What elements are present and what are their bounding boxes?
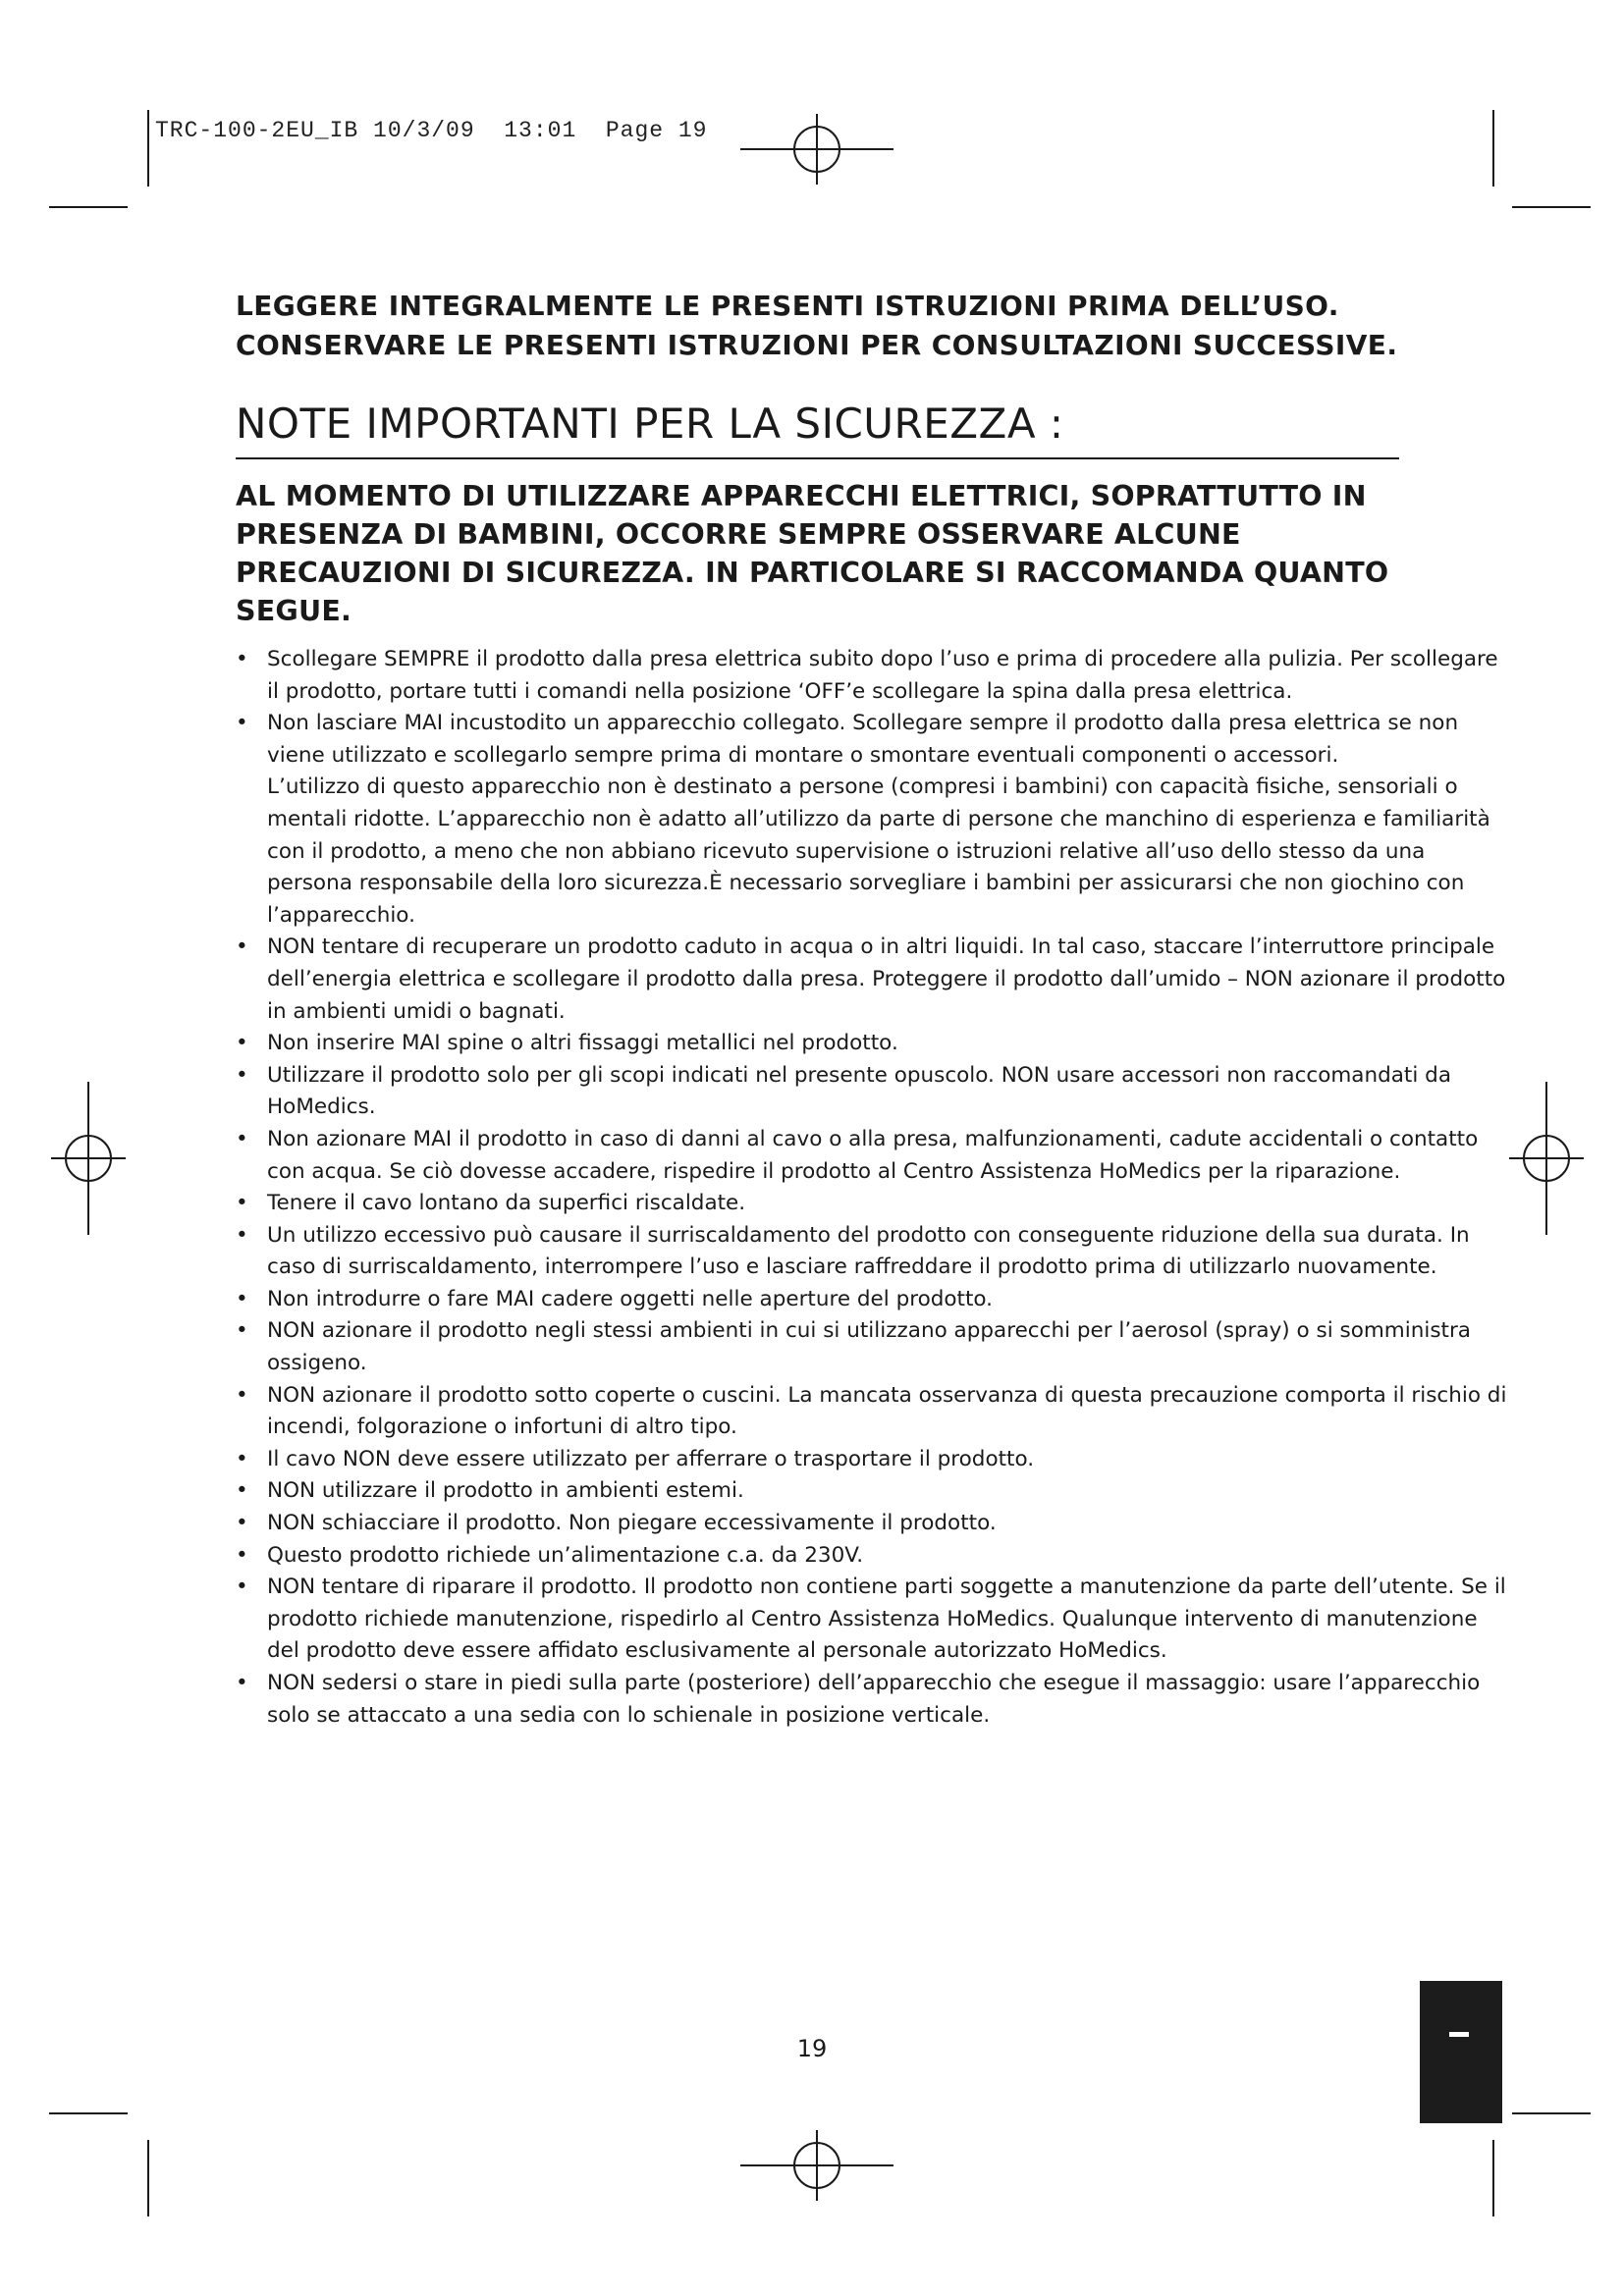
bullet-icon: • <box>236 647 248 671</box>
bullet-icon: • <box>236 934 248 960</box>
crop-mark-top-right-horizontal <box>1512 206 1591 208</box>
crop-mark-bottom-left-vertical <box>147 2140 149 2216</box>
crop-mark-bottom-right-vertical <box>1492 2140 1494 2216</box>
bullet-icon: • <box>236 1446 248 1471</box>
list-item: • Non azionare MAI il prodotto in caso di danni al cavo o alla presa, malfunzionamenti, cadute accidentali o contatto con acqua. Se ciò dovesse accadere, rispedire il prodotto al Centro Assistenza HoMedics per la riparazione. <box>236 1124 1512 1188</box>
list-item: • NON tentare di recuperare un prodotto caduto in acqua o in altri liquidi. In tal caso, staccare l’interruttore principale dell’energia elettrica e scollegare il prodotto dalla presa. Proteggere il prodotto dall’umido – NON azionare il prodotto in ambienti umidi o bagnati. <box>236 932 1512 1028</box>
safety-warning: AL MOMENTO DI UTILIZZARE APPARECCHI ELETTRICI, SOPRATTUTTO IN PRESENZA DI BAMBINI, OCCORRE SEMPRE OSSERVARE ALCUNE PRECAUZIONI DI SICUREZZA. IN PARTICOLARE SI RACCOMANDA QUANTO SEGUE. <box>236 480 1389 627</box>
bullet-icon: • <box>236 1191 248 1216</box>
bullet-icon: • <box>236 1062 248 1088</box>
list-item: • NON schiacciare il prodotto. Non piegare eccessivamente il prodotto. <box>236 1508 1512 1540</box>
bullet-icon: • <box>236 711 248 736</box>
bullet-icon: • <box>236 1318 248 1344</box>
bullet-icon: • <box>236 1286 248 1311</box>
page-number: 19 <box>796 2035 828 2062</box>
list-item: • NON tentare di riparare il prodotto. Il prodotto non contiene parti soggette a manutenzione da parte dell’utente. Se il prodotto richiede manutenzione, rispedirlo al Centro Assistenza HoMedics. Qualunque intervento di manutenzione del prodotto deve essere affidato esclusivamente al personale autorizzato HoMedics. <box>236 1572 1512 1668</box>
list-item: • Utilizzare il prodotto solo per gli scopi indicati nel presente opuscolo. NON usare accessori non raccomandati da HoMedics. <box>236 1060 1512 1124</box>
list-item: • NON sedersi o stare in piedi sulla parte (posteriore) dell’apparecchio che esegue il massaggio: usare l’apparecchio solo se attaccato a una sedia con lo schienale in posizione verticale. <box>236 1668 1512 1732</box>
list-item: • Il cavo NON deve essere utilizzato per afferrare o trasportare il prodotto. <box>236 1444 1512 1476</box>
language-tab <box>1420 1981 1502 2123</box>
bullet-icon: • <box>236 1222 248 1248</box>
list-item: • Tenere il cavo lontano da superfici riscaldate. <box>236 1188 1512 1220</box>
language-tab-marker <box>1449 2032 1469 2037</box>
bullet-icon: • <box>236 1511 248 1536</box>
list-item: • NON azionare il prodotto negli stessi ambienti in cui si utilizzano apparecchi per l’aerosol (spray) o si somministra ossigeno. <box>236 1315 1512 1379</box>
bullet-icon: • <box>236 1031 248 1056</box>
crop-mark-top-left-horizontal <box>49 206 128 208</box>
intro-line-1: LEGGERE INTEGRALMENTE LE PRESENTI ISTRUZIONI PRIMA DELL’USO. <box>236 290 1339 322</box>
list-item: • Questo prodotto richiede un’alimentazione c.a. da 230V. <box>236 1540 1512 1573</box>
list-item: • NON azionare il prodotto sotto coperte o cuscini. La mancata osservanza di questa precauzione comporta il rischio di incendi, folgorazione o infortuni di altro tipo. <box>236 1380 1512 1444</box>
list-item: • Non lasciare MAI incustodito un apparecchio collegato. Scollegare sempre il prodotto dalla presa elettrica se non viene utilizzato e scollegarlo sempre prima di montare o smontare eventuali componenti o accessori. L’utilizzo di questo apparecchio non è destinato a persone (compresi i bambini) con capacità fisiche, sensoriali o mentali ridotte. L’apparecchio non è adatto all’utilizzo da parte di persone che manchino di esperienza e familiarità con il prodotto, a meno che non abbiano ricevuto supervisione o istruzioni relative all’uso dello stesso da una persona responsabile della loro sicurezza.È necessario sorvegliare i bambini per assicurarsi che non giochino con l’apparecchio. <box>236 708 1512 932</box>
crop-mark-top-left-vertical <box>147 110 149 187</box>
safety-rules-list <box>236 644 1512 1732</box>
intro-line-2: CONSERVARE LE PRESENTI ISTRUZIONI PER CONSULTAZIONI SUCCESSIVE. <box>236 329 1398 361</box>
list-item: • Scollegare SEMPRE il prodotto dalla presa elettrica subito dopo l’uso e prima di procedere alla pulizia. Per scollegare il prodotto, portare tutti i comandi nella posizione ‘OFF’e scollegare la spina dalla presa elettrica. <box>236 644 1512 708</box>
bullet-icon: • <box>236 1382 248 1408</box>
list-item: • Un utilizzo eccessivo può causare il surriscaldamento del prodotto con conseguente riduzione della sua durata. In caso di surriscaldamento, interrompere l’uso e lasciare raffreddare il prodotto prima di utilizzarlo nuovamente. <box>236 1220 1512 1284</box>
list-item: • Non inserire MAI spine o altri fissaggi metallici nel prodotto. <box>236 1028 1512 1060</box>
list-item: • Non introdurre o fare MAI cadere oggetti nelle aperture del prodotto. <box>236 1284 1512 1316</box>
crop-mark-bottom-left-horizontal <box>49 2112 128 2114</box>
printer-slug: TRC-100-2EU_IB 10/3/09 13:01 Page 19 <box>155 118 708 143</box>
document-body <box>236 287 1507 1732</box>
crop-mark-bottom-right-horizontal <box>1512 2112 1591 2114</box>
section-title: NOTE IMPORTANTI PER LA SICUREZZA : <box>236 400 1399 459</box>
bullet-icon: • <box>236 1671 248 1695</box>
bullet-icon: • <box>236 1542 248 1568</box>
list-item-note: L’utilizzo di questo apparecchio non è destinato a persone (compresi i bambini) con capacità fisiche, sensoriali o mentali ridotte. L’apparecchio non è adatto all’utilizzo da parte di persone che manchino di esperienza e familiarità con il prodotto, a meno che non abbiano ricevuto supervisione o istruzioni relative all’uso dello stesso da una persona responsabile della loro sicurezza.È necessario sorvegliare i bambini per assicurarsi che non giochino con l’apparecchio. <box>267 774 1490 928</box>
bullet-icon: • <box>236 1575 248 1600</box>
bullet-icon: • <box>236 1126 248 1151</box>
bullet-icon: • <box>236 1478 248 1504</box>
crop-mark-top-right-vertical <box>1492 110 1494 187</box>
list-item: • NON utilizzare il prodotto in ambienti estemi. <box>236 1475 1512 1508</box>
